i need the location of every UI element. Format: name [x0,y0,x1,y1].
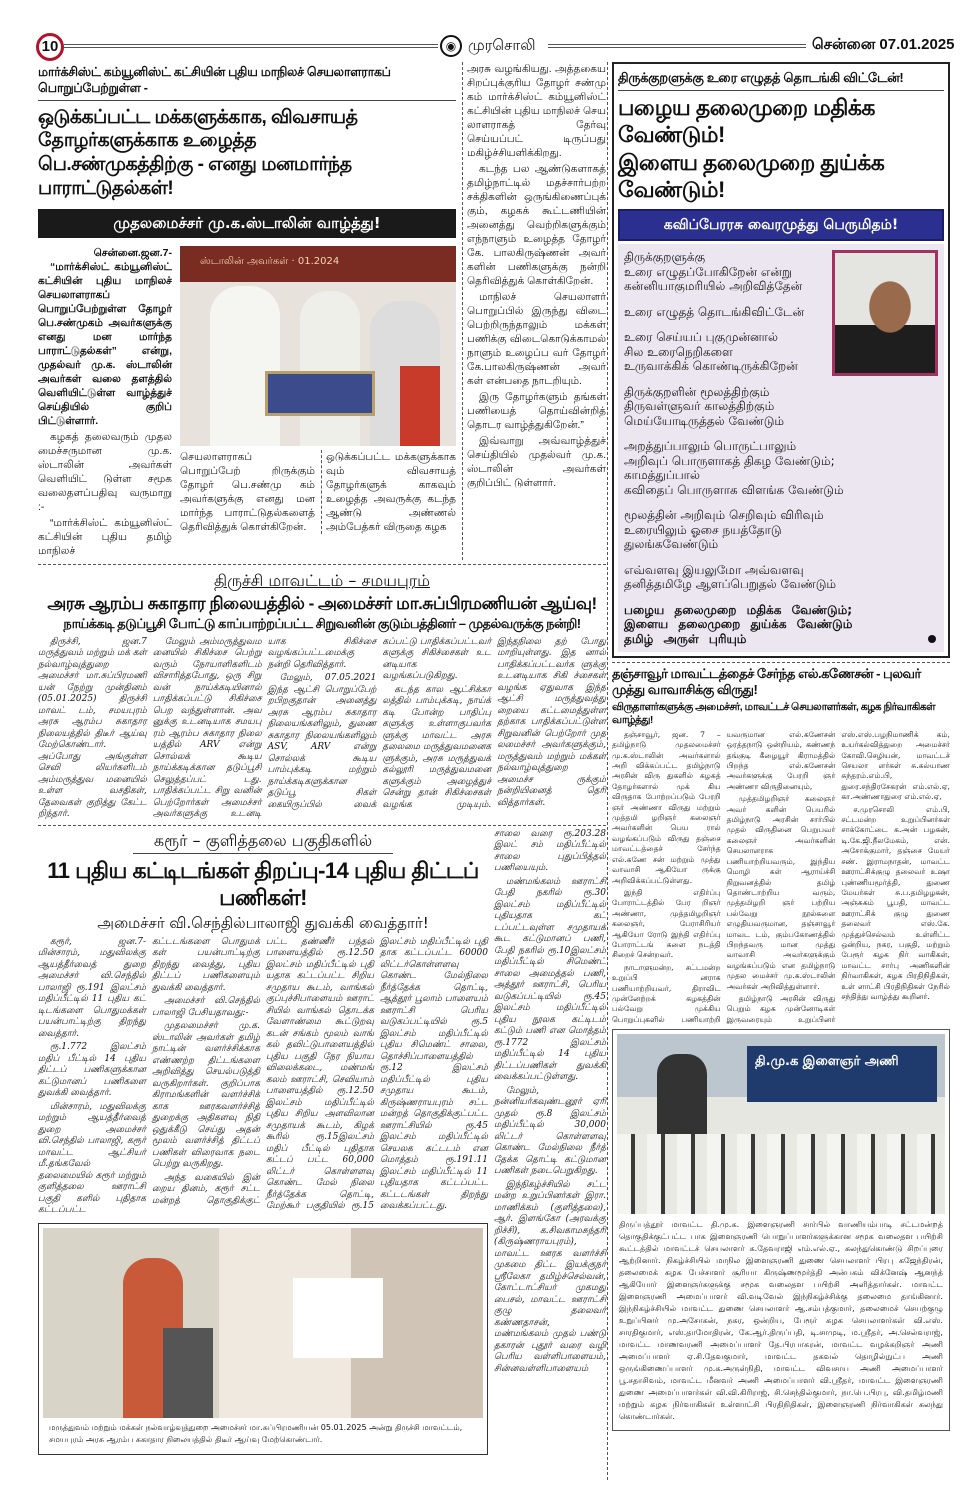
headline: பெ.சண்முகத்திற்கு - எனது மனமார்ந்த பாராட்டுதல்கள்! [38,154,352,199]
paragraph: மேலும், நன்னியர்கவுண்டனூர் ஏரி முதல் ரூ.8 இலட்சம் மதிப்பீட்டில் 30,000 லிட்டர் கொள்ளளவு கொண்ட மேல்நிலை நீர்த் தேக்க தொட்டி கட்டுமான பணிகள் நடைபெறுகிறது. [494,1085,606,1176]
poem-line: கவிதைப் பொருளாக விளங்க வேண்டும் [624,482,844,497]
closing-line: தமிழ் அருள் புரியும் [624,631,747,646]
poem-line: எவ்வளவு இயலுமோ அவ்வளவு [624,562,804,577]
paragraph: தஞ்சாவூர், ஜன. 7 – தமிழ்நாடு முதலமைச்சர் மு.க.ஸ்டாலின் அவர்களால் அறி விக்கப்பட்ட தமிழ்நாடு அரசின் விரு துகளில் கழகத் தோழர்களால் முக் கிய விருதாக போற்றப்படும் பேரறி ஞர் அண்ணா விருது மற்றும் முத்தமி ழறிஞர் கலைஞர் அவர்களின் பெய ரால் வழங்கப்படும் விருது தஞ்சை மாவட்டத்தைச் சேர்ந்த எல்.கணே சன் மற்றும் முத்து வாவாசி ஆகியோ ருக்கு அறிவிக்கப்பட்டுள்ளது. [612,729,721,885]
headline: 11 புதிய கட்டிடங்கள் திறப்பு-14 புதிய திட்டப் பணிகள்! [47,857,479,910]
photo-youth-wing-meeting [617,1034,945,1214]
masthead-rule [64,44,438,48]
subheadline: விருதாளர்களுக்கு அமைச்சர், மாவட்டச் செயலாளர்கள், கழக நிர்வாகிகள் வாழ்த்து! [612,700,936,726]
poem-line: திருக்குறளின் மூலத்திற்கும் [624,384,770,399]
poem-line: அறத்துப்பாலும் பொருட்பாலும் [624,439,797,454]
paragraph: மின்சாரம், மதுவிலக்கு மற்றும் ஆயத்தீர்வைத் துறை அமைச்சர் வி.செந்தில் பாலாஜி, கரூர் மாவட்ட ஆட்சியர் மீ.தங்கவேல் தலைமையில் கரூர் மற்றும் குளித்தலை ஊராட்சி பகுதி களில் புதிதாக கட்டப்பட்ட கட்டடங்களை பொதுமக் கள் பயன்பாட்டிற்கு திறந்து வைத்து, புதிய திட்டப் பணிகளையும் துவக்கி வைத்தார். [38,936,260,1215]
photo-caption: திருப்பத்தூர் மாவட்ட தி.மு.க. இளைஞரணி சார்பில் வாணியம்பாடி சட்டமன்றத் தொகுதிக்குட்பட்ட பாக இளைஞரணி பொறுப்பாளர்களுக்கான சமூக வலைதள பயிற்சி கூட்டத்தில் மாவட்டச் செயலாளர் க.தேவராஜி எம்.எல்.ஏ., கலந்துகொண்டு சிறப்புரை ஆற்றினார். நிகழ்ச்சியில் மாநில இளைஞரணி துணை செயலாளர் பிரபு கஜேந்திரன், தலைமைக் கழக பேச்சாளர் சூரியா கிருஷ்ணமூர்த்தி அன்பகம் விக்னேஷ் ஆனந்த் ஆகியோர் இளைஞர்களுக்கு சமூக வலைதள பயிற்சி அளித்தார்கள். மாவட்ட இளைஞரணி அமைப்பாளர் வி.வடிவேல் இந்நிகழ்ச்சிக்கு தலைமை தாங்கினார். இந்நிகழ்ச்சியில் மாவட்ட துணை செயலாளர் ஆ.சம்பத்குமார், தலைமைச் செயற்குழு உறுப்பினர் மு.அசோகன், நகர, ஒன்றிய, பேரூர் கழக செயலாளர்கள் வி.எஸ். சாரதிகுமார், எஸ்.தாமோதிரன், கே.ஆர்.திருப்பதி, டி.சாமுடி, ம.ஸ்ரீதர், அ.செல்வராஜ், மாவட்ட மாணவரணி அமைப்பாளர் தே.பிரபாகரன், மாவட்ட வழக்கறிஞர் அணி அமைப்பாளர் ஏ.சி.தேவகுமார், மாவட்ட தகவல் தொழில்நுட்ப அணி ஒருங்கிணைப்பாளர் மு.க.அருள்நிதி, மாவட்ட விவசாய அணி அமைப்பாளர் பூ.சதாசிவம், மாவட்ட மீனவர் அணி அமைப்பாளர் வி.ஸ்ரீதர், மாவட்ட இளைஞரணி துணை அமைப்பாளர்கள் வி.வி.கிரிராஜ், சி.செந்தில்குமார், நா.பெ.பிரபு, வி.தமிழ்மணி மற்றும் கழக நிர்வாகிகள் உள்ளாட்சி பிரதிநிதிகள், இளைஞரணி நிர்வாகிகள் கலந்து கொண்டார்கள். [619,1219,943,1422]
headline: அரசு ஆரம்ப சுகாதார நிலையத்தில் - அமைச்சர் மா.சுப்பிரமணியன் ஆய்வு! [47,594,597,613]
paragraph: முத்தமிழறிஞர் கலைஞர் அவர் களின் பெயரில் தமிழ்நாடு அரசின் சார்பில் முதல் விருதினை பெறுபவர் கலைஞர் அவர்களின் செயலாளராக பணியாற்றியவரும், இந்திய மொழி கள் ஆராய்ச்சி நிறுவனத்தில் தமிழ் தொண்டாற்றிய வரும், முத்தமிழறி ஞர் பற்றிய பல்வேறு நூல்களை எழுதியவருமான, தஞ்சாவூர் மாவட டம், கும்பகோணத்தில் பிறந்தவரு மான முத்து வாவாசி அவர்களுக்கும் வழங்கப்படும் என தமிழ்நாடு முதல மைச்சர் மு.க.ஸ்டாலின் அவர்கள் அறிவித்துள்ளார். [726,794,836,991]
page-number: 10 [36,33,64,61]
poem-line: மெய்யோடிருத்தல் வேண்டும் [624,413,785,428]
paragraph: மண்மங்கலம் ஊராட்சி பேதி நகரில் ரூ.30 இலட்சம் மதிப்பீட்டில் புதியதாக கட் டப்பட்டவுள்ள சமுதாயக் கூட கட்டுமானப் பணி, பேதி நகரில் ரூ.10இலட்சம் மதிப்பீட்டில் சிமெண்ட் சாலை அமைத்தல் பணி, அத்தூர் ஊராட்சி, பெரிய வடுகப்பட்டியில் ரூ.45 இலட்சம் மதிப்பீட்டில் புதிய நூலக கட்டிடம் கட்டும் பணி என மொத்தம் ரூ.1772 இலட்சம் மதிப்பீட்டில் 14 புதிய திட்டப்பணிகள் துவக்கி வைக்கப்பட்டுள்ளது. [494,876,606,1082]
subheadline: அமைச்சர் வி.செந்தில்பாலாஜி துவக்கி வைத்தார்! [97,913,429,932]
article-body [38,637,606,821]
poem-stanza [624,385,938,429]
poem-line: துலங்கவேண்டும் [624,537,719,552]
poem-stanza [624,439,938,497]
article-trichy [38,565,606,825]
paragraph: இந்தி எதிர்ப்பு போராட்டத்தில் பேர றிஞர் அண்ணா, முத்தமிழறிஞர் கலைஞர், பேராசிரியர் ஆகியோ ரோடு இந்தி எதிர்ப்பு போராட்டங் களை நடத்தி சிறைச் சென்றவர். [612,887,721,960]
location: கரூர் – குளித்தலை பகுதிகளில் [133,829,393,854]
paragraph: அரசு வழங்கியது. அத்தகைய சிறப்புக்குரிய தோழர் சண்மு கம் மார்க்சிஸ்ட் கம்யூனிஸ்ட் கட்சியின் புதிய மாநிலச் செய லாளராகத் தேர்வு செய்யப்பட் டிருப்பது மகிழ்ச்சியளிக்கிறது. [467,63,606,159]
paper-name: முரசொலி [468,36,536,54]
poem-line: உரை எழுதத் தொடங்கிவிட்டேன் [624,304,805,319]
paragraph: ச.முரசொலி எம்.பி, சட்டமன்ற உறுப்பினர்கள் சாக்கோட்டை க.அன் பழகன், டி.கே.ஜி.நீலமேகம், என். அசோக்குமார், தஞ்சை மேயர் சண். இராமநாதன், மாவட்ட ஊராட்சிக்குழு தலைவர் உஷா புண்ணியமூர்த்தி, துணை மேயர்கள் சு.ப.தமிழழகன், அஞ்சுகம் பூபதி, மாவட்ட ஊராட்சிக் குழு துணை தலைவர் எஸ்.கே. முத்துச்செல்வம் உள்ளிட்ட ஒன்றிய, நகர, பகுதி, மற்றும் பேரூர் கழக நிர் வாகிகள், மாவட்ட சார்பு அணிகளின் நிர்வாகிகள், கழக பிரதிநிதிகள், உள் ளாட்சி பிரதிநிதிகள் நேரில் சந்தித்து வாழ்த்து கூறினர். [841,804,950,1001]
right-column [612,62,950,1431]
poem-line: காமத்துப்பால் [624,468,700,483]
paragraph: இரு தோழர்களும் தங்கள் பணியைத் தொய்வின்றித் தொடர வாழ்த்துகிறேன்.” [467,391,606,431]
headline: தஞ்சாவூர் மாவட்டத்தைச் சேர்ந்த எல்.கணேசன் - புலவர் முத்து வாவாசிக்கு விருது! [612,666,921,698]
poem-line: அறிவுப் பொருளாகத் திகழ வேண்டும்; [624,453,835,468]
paragraph: அமைச்சர் வி.செந்தில் பாலாஜி பேசியதாவது:- [152,996,260,1018]
article-karur-side [494,829,606,1455]
paragraph: இவ்வாறு அவ்வாழ்த்துச் செய்தியில் முதல்வர் மு.க. ஸ்டாலின் அவர்கள் குறிப்பிட் டுள்ளார். [467,435,606,489]
poem-line: கன்னியாகுமரியில் அறிவித்தேன் [624,279,803,294]
article-body [38,937,488,1217]
poem-line: உரை எழுதப்போகிறேன் என்று [624,264,792,279]
banner: கவிப்பேரரசு வைரமுத்து பெருமிதம்! [618,209,944,241]
article-cpim [38,62,606,564]
paragraph: கடந்த பல ஆண்டுகளாகத் தமிழ்நாட்டில் மதச்சார்பற்ற சக்திகளின் ஒருங்கிணைப்புக் கும், கழகக் கூட்டணியின் அனைத்து வெற்றிகளுக்கும் எந்நாளும் உழைத்த தோழர் கே. பாலகிருஷ்ணன் அவர் களின் பணிகளுக்கு நன்றி தெரிவித்துக் கொள்கிறேன். [467,163,606,287]
headline: ஒடுக்கப்பட்ட மக்களுக்காக, விவசாயத் தோழர்களுக்காக உழைத்த [38,106,358,152]
photo-banner-text: தி.மு.க இளைஞர் அணி [747,1046,937,1102]
poem [618,244,944,652]
caption-col: செயலாளராகப் பொறுப்பேற் றிருக்கும் தோழர் பெ.சண்மு கம் அவர்களுக்கு எனது மன மார்ந்த பாராட்டுதல்களைத் தெரிவித்துக் கொள்கிறேன். [180,451,315,533]
paragraph: மாநிலச் செயலாளர் பொறுப்பில் இருந்து விடை பெற்றிருந்தாலும் மக்கள் பணிக்கு விடைகொடுக்காமல் நாளும் உழைப்ப வர் தோழர் கே.பாலகிருஷ்ணன் அவர் கள் என்பதை நாடறியும். [467,291,606,387]
photo-box-trichy [38,1223,488,1455]
paragraph: கரூர், ஜன.7- மின்சாரம், மதுவிலக்கு ஆயத்தீர்வைத் துறை அமைச்சர் வி.செந்தில் பாலாஜி ரூ.191 இலட்சம் மதிப்பீட்டில் 11 புதிய கட் டிடங்களை பொதுமக்கள் பயன்பாட்டிற்கு திறந்து வைத்தார். [38,936,146,1039]
article-thanjavur [612,663,950,1025]
article-karur [38,826,606,1455]
subheadline: நாய்க்கடி தடுப்பூசி போட்டு காப்பாற்றப்பட்ட சிறுவனின் குடும்பத்தினர் – முதல்வருக்கு நன்றி! [63,616,581,632]
poem-line: சில உரைநெறிகளை [624,344,733,359]
paragraph: தமிழ்நாடு அரசின் விருது பெறும் கழக முன்னோடிகள் இருவரையும் உறுப்பினர் எஸ்.எஸ்.பழநிமாணிக் கம், உயர்கல்வித்துறை அமைச்சர் கோவி.செழியன், மாவட்டச் செயலா ளர்கள் சு.கல்யாண சுந்தரம்.எம்.பி, துரை.சந்திரசேகரன் எம்.எல்.ஏ, கா.அண்ணாதுரை எம்.எல்.ஏ, [726,729,950,1024]
paragraph: அந்த வகையில் இன் றைய தினம், கரூர் சட்ட மன்றத் தொகுதிக்குட் பட்ட தண்ணீர் பந்தல் பாளையத்தில் ரூ.12.50 இலட்சம் மதிப்பீட்டில் புதி யதாக கட்டப்பட்ட சிறிய சமுதாய கூடம், வாங்கல் குப்புச்சிபாளையம் ஊராட் சியில் வாங்கல் தொடக்க வேளாண்மை கூட்டுறவு கடன் சங்கம் மூலம் வாங் கல் தவிட்டுபாளையத்தில் புதிய பகுதி நேர நியாய விலைக்கடை, மண்மங் கலம் ஊராட்சி, செவியாம் பாளையத்தில் ரூ.12.50 இலட்சம் மதிப்பீட்டில் புதிய சிறிய அளவிலான சமுதாயக் கூடம், கிழக் கூரில் ரூ.15இலட்சம் மதிப் பீட்டில் புதிதாக கட்டப் பட்ட 60,000 லிட்டர் கொள்ளளவு கொண்ட மேல் நிலை நீர்த்தேக்க தொட்டி, மேற்கூர் பகுதியில் ரூ.15 இலட்சம் மதிப்பீட்டில் புதி தாக கட்டப்பட்ட 60000 லிட்டர்கொள்ளளவு கொண்ட மேல்நிலை நீர்த்தேக்க தொட்டி, ஆத்தூர் பூலாம் பாளையம் ஊராட்சி பெரிய வடுகப்பட்டியில் ரூ.5 இலட்சம் மதிப்பீட்டில் புதிய சிமெண்ட் சாலை, தொச்சிப்பாளையத்தில் ரூ.12 இலட்சம் மதிப்பீட்டில் புதிய சமுதாய கூடம், கிருஷ்ணராயபுரம் சட்ட மன்றத் தொகுதிக்குட்பட்ட ஊராட்சியில் ரூ.45 இலட்சம் மதிப்பீட்டில் செயலக கட்டடம் என மொத்தம் ரூ.191.11 இலட்சம் மதிப்பீட்டில் 11 புதியதாக கட்டப்பட்ட கட்டடங்கள் திறந்து வைக்கப்பட்டது. [152,936,488,1211]
city-date: சென்னை 07.01.2025 [812,36,955,53]
end-mark-icon [928,635,936,643]
left-column [38,62,606,1455]
masthead-rule [548,44,806,48]
paragraph: “மார்க்சிஸ்ட் கம்யூனிஸ்ட் கட்சியின் புதிய தமிழ் மாநிலச் [38,517,172,557]
photo-minister-inspection [43,1228,483,1418]
paper-logo-icon: ◉ [440,35,462,57]
dateline: சென்னை.ஜன.7- [93,247,172,259]
article-vairamuthu [612,62,950,658]
lead-paragraph: “மார்க்சிஸ்ட் கம்யூனிஸ்ட் கட்சியின் புதிய மாநிலச் செயலாளராகப் பொறுப்பேற்றுள்ள தோழர் பெ.சண்முகம் அவர்களுக்கு எனது மன மார்ந்த பாராட்டுதல்கள்” என்று, முதல்வர் மு.க. ஸ்டாலின் அவர்கள் வலை தளத்தில் வெளியிட்டுள்ள வாழ்த்துச் செய்தியில் குறிப் பிட்டுள்ளார். [38,261,172,427]
headline: இளைய தலைமுறை துய்க்க வேண்டும்! [618,149,885,203]
photo-stalin-shanmugam [180,246,456,446]
poem-closing [624,603,938,647]
poem-line: உரை செய்யப் புகுமுன்னால் [624,330,778,345]
paragraph: திருச்சி, ஜன.7 மருத்துவம் மற்றும் மக் கள் நல்வாழ்வுத்துறை அமைச்சர் மா.சுப்பிரமணி யன் நேற்று முன்தினம் (05.01.2025) திருச்சி மாவட் டம், சமயபுரம் அரசு ஆரம்ப சுகாதார நிலையத்தில் திடீர் ஆய்வு மேற்கொண்டார். அப்போது அங்குள்ள செவி லியர்களிடம் அம்மருத்துவ மனையில் உள்ள வசதிகள், தேவைகள் குறித்து கேட்ட றிந்தார். [38,636,147,819]
photo-vairamuthu [832,250,938,376]
article-body [38,246,172,560]
closing-line: இளைய தலைமுறை துய்க்க வேண்டும் [624,617,853,632]
photo-backdrop-text: ஸ்டாலின் அவர்கள் · 01.2024 [200,256,340,267]
paragraph: சாலை வரை ரூ.203.28 இலட் சம் மதிப்பீட்டில் சாலை புதுப்பித்தல் பணியையும். [494,828,606,873]
paragraph: இந்நிகழ்ச்சியில் சட்ட மன்ற உறுப்பினர்கள் இரா. மாணிக்கம் (குளித்தலை), ஆர். இளங்கோ (அரவக்கு றிச்சி), க.சிவகாமசுந்தரி (கிருஷ்ணராயபுரம்), மாவட்ட ஊரக வளர்ச்சி முகமை திட்ட இயக்குநர் ஸ்ரீலேகா தமிழ்ச்செல்வன், கோட்டாட்சியர் முகமது பைசல், மாவட்ட ஊராட்சி குழு தலைவர் கண்ணதாசன், மண்மங்கலம் முதல் பண்டு தகாரன் புதூர் வரை வழி பெரிய வள்ளிபாளையம், சின்னவள்ளிபாளையம் [494,1179,606,1374]
photo-box-tirupattur [612,1029,950,1431]
poem-line: உரையிலும் ஓசை நயத்தோடு [624,522,782,537]
poem-line: உருவாக்கிக் கொண்டிருக்கிறேன் [624,359,798,374]
paragraph: ரூ.1.772 இலட்சம் மதிப் பீட்டில் 14 புதிய திட்டப் பணிகளுக்கான கட்டுமானப் பணிகளை துவக்கி வைத்தார். [38,1042,146,1098]
poem-line: திருவள்ளுவர் காலத்திற்கும் [624,399,775,414]
paragraph: முதலமைச்சர் மு.க. ஸ்டாலின் அவர்கள் தமிழ் நாட்டின் வளர்ச்சிக்காக எண்ணற்ற திட்டங்களை அறிவித்து செயல்படுத்தி வருகிறார்கள். குறிப்பாக கிராமங்களின் வளர்ச்சிக் காக ஊரகவளர்ச்சித் துறைக்கு அதிகளவு நிதி ஒதுக்கீடு செய்து அதன் மூலம் வளர்ச்சித் திட்டப் பணிகள் விரைவாக நடை பெற்று வருகிறது. [152,1021,260,1169]
banner: முதலமைச்சர் மு.க.ஸ்டாலின் வாழ்த்து! [38,209,456,239]
paragraph: நாடாளுமன்ற, சட்டமன்ற உறுப்பி னராக பணியாற்றியவர், திராவிட முன்னேற்றக் கழகத்தின் பல்வேறு முக்கிய பொறுப்புகளில் பணியாற்றி யவருமான எல்.கணேசன் ஒரத்தநாடு ஒன்றியம், கண்ணந் தங்குடி கீழையூர் கிராமத்தில் பிறந்த எல்.கணேசன் அவர்களுக்கு பேரறி ஞர் அண்ணா விருதினையும், [612,729,836,1024]
caption-col: ஒடுக்கப்பட்ட மக்களுக்காக வும் விவசாயத் தோழர்களுக் காகவும் உழைத்த அவருக்கு கடந்த ஆண்டு அண்ணல் அம்பேத்கர் விருதை கழக [321,450,456,534]
poem-line: திருக்குறளுக்கு [624,250,706,265]
article-cpim-continued [462,62,606,560]
photo-caption: மருத்துவம் மற்றும் மக்கள் நல்வாழ்வுத்துறை அமைச்சர் மா.சுப்பிரமணியன் 05.01.2025 அன்று திருச்சி மாவட்டம், சமயபுரம் அரசு ஆரம்ப சுகாதார நிலையத்தில் திடீர் ஆய்வு மேற்கொண்டார். [49,1422,463,1444]
poem-stanza [624,563,938,592]
location: திருச்சி மாவட்டம் – சமயபுரம் [214,571,430,590]
poem-line: மூலத்தின் அறிவும் செறிவும் விரிவும் [624,508,824,523]
headline: பழைய தலைமுறை மதிக்க வேண்டும்! [618,94,875,148]
column-divider [607,62,608,1480]
paragraph: கழகத் தலைவரும் முதல மைச்சருமான மு.க. ஸ்டாலின் அவர்கள் வெளியிட் டுள்ள சமூக வலைதளப்பதிவு வருமாறு :- [38,431,172,513]
kicker: திருக்குறளுக்கு உரை எழுதத் தொடங்கி விட்டேன்! [618,68,944,91]
poem-line: தனித்தமிழே ஆளப்பெறுதல் வேண்டும் [624,577,837,592]
paragraph: மேலும், 07.05.2021 இந்த ஆட்சி பொறுப்பேற் றபிறகுதான் அனைத்து அரசு ஆரம்ப சுகாதார நிலையங்களிலும், துணை சுகாதார நிலையங்களிலும் ASV, ARV என்று சொல்லக் கூடிய பாம்புக்கடி மற்றும் நாய்க்கடிகளுக்கான தடுப்பூ சிகள் கையிருப்பில் வைக் கப்பட்டு பாதிக்கப்பட்டவர் களுக்கு சிகிச்சைகள் உட னடியாக வழங்கப்படுகிறது. [267,636,492,810]
article-body [612,730,950,1025]
kicker: மார்க்சிஸ்ட் கம்யூனிஸ்ட் கட்சியின் புதிய மாநிலச் செயலாளராகப் பொறுப்பேற்றுள்ள - [38,62,456,101]
paragraph: மேலும் அம்மருத்துவம னையில் சிகிச்சை பெற்று வரும் நோயாளிகளிடம் விசாரித்தபோது, ஒரு சிறு வன் நாய்க்கடியினால் பாதிக்கப்பட்டு சிகிச்சை பெற வந்துள்ளான். அவ னுக்கு உடனடியாக சமயபு ரம் ஆரம்ப சுகாதார நிலை யத்தில் ARV என்று சொல்லக் கூடிய நாய்க்கடிக்கான தடுப்பூசி செலுத்தப்பட் டது. பாதிக்கப்பட்ட சிறு வனின் பெற்றோர்கள் அமைச்சர் அவர்களுக்கு உடனடி யாக சிகிச்சை வழங்கப்பட்டமைக்கு நன்றி தெரிவித்தார். [152,636,377,819]
paragraph: கடந்த கால ஆட்சிக்கா லத்தில் பாம்புக்கடி, நாய்க் கடி போன்ற பாதிப்பு களுக்கு உள்ளாகுபவர்க ளுக்கு மாவட்ட அரசு தலைமை மருத்துவமனைக ளுக்கும், அரசு மருத்துவக் கல்லூரி மருத்துவமனை களுக்கும் அழைத்துச் சென்று தான் சிகிச்சைகள் வழங்க முடியும். இந்தநிலை தற் போது மாறியுள்ளது. இத னால் பாதிக்கப்பட்டவர்க ளுக்கு உடனடியாக சிகி ச்சைகள் வழங்க ஏதுவாக இந்த ஆட்சி மருத்துவத்து றையை கட்டமைத்துள்ள தற்காக பாதிக்கப்பட்டுள்ள சிறுவனின் பெற்றோர் முத லமைச்சர் அவர்களுக்கும், மருத்துவம் மற்றும் மக்கள் நல்வாழ்வுத்துறை அமைச்ச ருக்கும் நன்றியினைத் தெரி வித்தார்கள். [382,636,606,810]
poem-stanza [624,508,938,552]
closing-line: பழைய தலைமுறை மதிக்க வேண்டும்; [624,602,853,617]
